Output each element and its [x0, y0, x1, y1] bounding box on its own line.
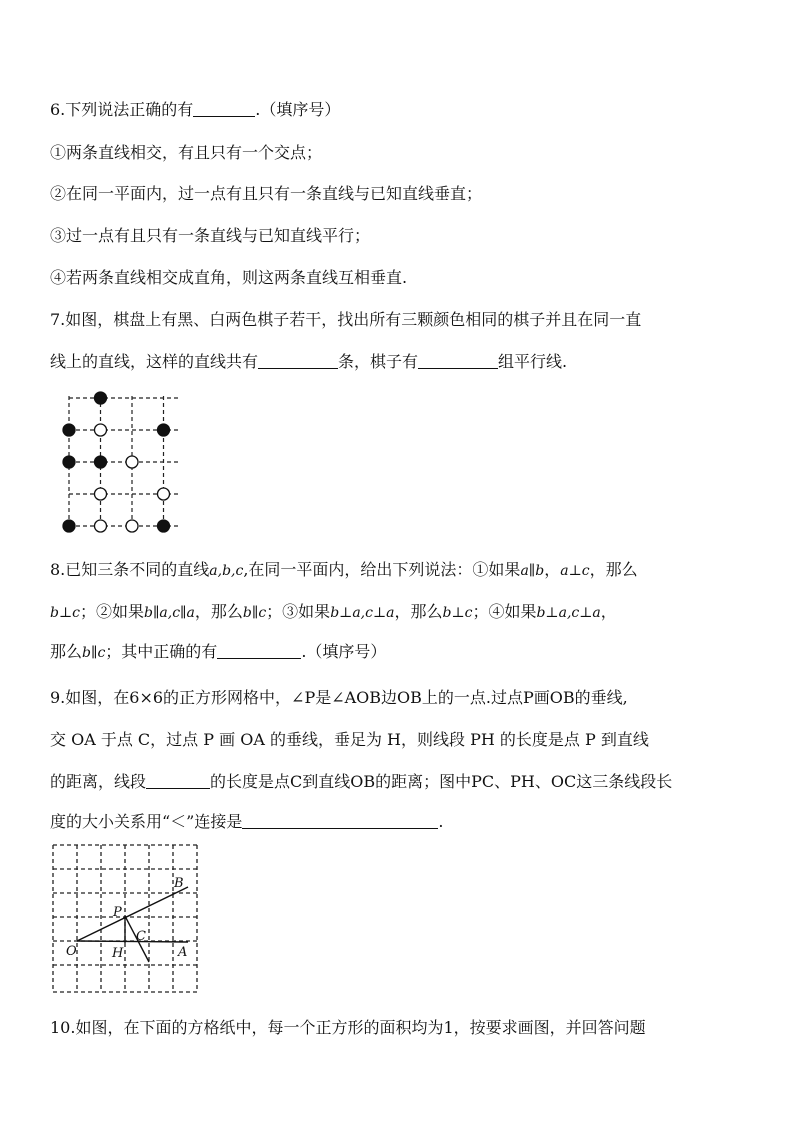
label-h: H	[112, 946, 124, 961]
q8-text: ，	[544, 560, 561, 579]
white-piece	[95, 520, 107, 532]
black-piece	[63, 424, 75, 436]
white-piece	[126, 456, 138, 468]
q6-stem-suffix: .（填序号）	[255, 100, 341, 119]
board-grid	[69, 396, 180, 532]
q7-line-1: 7.如图，棋盘上有黑、白两色棋子若干，找出所有三颗颜色相同的棋子并且在同一直	[50, 310, 642, 329]
q9-line-4	[50, 812, 443, 832]
q8-text: ；③如果	[266, 602, 331, 621]
q9-text: 的距离，线段	[50, 772, 147, 791]
q8-math: b∥c	[242, 605, 267, 621]
q8-math: b⊥a,c⊥a	[536, 605, 601, 621]
label-o: O	[66, 944, 77, 959]
q7-lines-blank[interactable]	[258, 352, 338, 369]
q8-text: ,在同一平面内，给出下列说法：①如果	[243, 560, 521, 579]
q8-text: .（填序号）	[301, 642, 387, 661]
black-piece	[158, 424, 170, 436]
ray-ob	[77, 887, 188, 941]
q8-math: b⊥c	[442, 605, 473, 621]
q6-item-1: ①两条直线相交，有且只有一个交点；	[50, 143, 323, 162]
label-p: P	[113, 905, 122, 920]
q8-text: 8.已知三条不同的直线	[50, 560, 210, 579]
black-piece	[63, 520, 75, 532]
q7-text-a: 线上的直线，这样的直线共有	[50, 352, 259, 371]
q8-text: ，那么	[589, 560, 638, 579]
q7-text-b: 条，棋子有	[338, 352, 419, 371]
q8-answer-blank[interactable]	[217, 642, 301, 659]
q8-text: ，那么	[194, 602, 243, 621]
q8-math: a∥b	[520, 563, 545, 579]
q6-stem-text: 6.下列说法正确的有	[50, 100, 194, 119]
q9-line-1: 9.如图，在6×6的正方形网格中，∠P是∠AOB边OB上的一点.过点P画OB的垂线,	[50, 688, 628, 707]
q8-line-1	[50, 560, 638, 581]
q8-math: a,b,c	[209, 563, 244, 579]
q8-text: ，	[600, 602, 617, 621]
ray-oa	[77, 941, 188, 942]
q8-math: b⊥a,c⊥a	[330, 605, 395, 621]
white-piece	[158, 488, 170, 500]
black-piece	[95, 392, 107, 404]
chess-board-figure	[52, 388, 182, 543]
q8-math: b∥a,c∥a	[143, 605, 195, 621]
q6-item-4: ④若两条直线相交成直角，则这两条直线互相垂直.	[50, 268, 408, 287]
q6-item-3: ③过一点有且只有一条直线与已知直线平行；	[50, 226, 371, 245]
q10-line-1: 10.如图，在下面的方格纸中，每一个正方形的面积均为1，按要求画图，并回答问题	[50, 1018, 646, 1037]
q8-text: ；④如果	[472, 602, 537, 621]
q9-line-3	[50, 772, 672, 792]
solid-lines	[77, 887, 188, 962]
q9-text: .	[438, 812, 444, 831]
q8-text: ；其中正确的有	[105, 642, 218, 661]
label-a: A	[178, 945, 188, 960]
q8-math: b⊥c	[50, 605, 80, 621]
q7-parallel-blank[interactable]	[418, 352, 498, 369]
q8-text: 那么	[50, 642, 83, 661]
black-piece	[95, 456, 107, 468]
q8-math: b∥c	[82, 645, 106, 661]
black-piece	[158, 520, 170, 532]
white-piece	[126, 520, 138, 532]
label-b: B	[174, 876, 184, 891]
q6-item-2: ②在同一平面内，过一点有且只有一条直线与已知直线垂直；	[50, 184, 483, 203]
q9-line-2: 交 OA 于点 C，过点 P 画 OA 的垂线，垂足为 H，则线段 PH 的长度是点 P 到直线	[50, 730, 649, 749]
label-c: C	[136, 929, 146, 944]
angle-grid-figure	[50, 842, 202, 998]
q8-text: ，那么	[394, 602, 443, 621]
q8-text: ；②如果	[79, 602, 144, 621]
q9-segment-blank[interactable]	[146, 772, 210, 789]
q8-math: a⊥c	[560, 563, 590, 579]
q6-answer-blank[interactable]	[193, 100, 255, 117]
q9-text: 的长度是点C到直线OB的距离；图中PC、PH、OC这三条线段长	[210, 772, 673, 791]
white-piece	[95, 424, 107, 436]
black-piece	[63, 456, 75, 468]
q7-line-2	[50, 352, 567, 372]
white-piece	[95, 488, 107, 500]
q9-text: 度的大小关系用“＜”连接是	[50, 812, 243, 831]
q9-order-blank[interactable]	[242, 812, 438, 829]
q7-text-c: 组平行线.	[498, 352, 568, 371]
q8-line-2	[50, 602, 617, 623]
q8-line-3	[50, 642, 386, 663]
q6-stem	[50, 100, 340, 120]
